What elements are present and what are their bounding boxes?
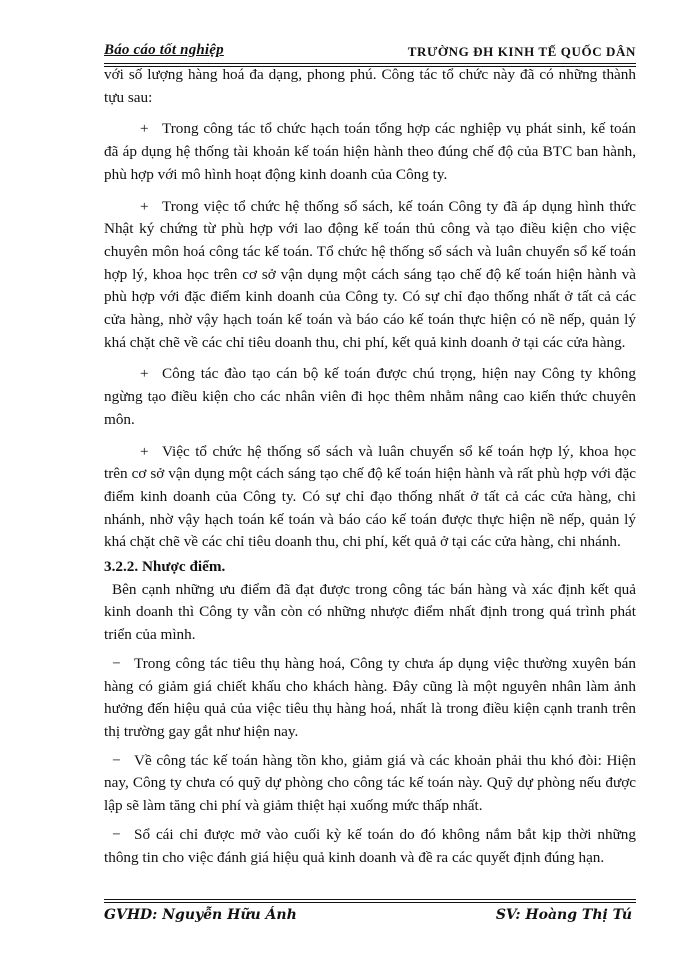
paragraph-text: Trong công tác tiêu thụ hàng hoá, Công ty chưa áp dụng việc thường xuyên bán hàng có giảm giá chiết khấu cho khách hàng. Đây cũng là một nguyên nhân làm ảnh hưởng đến hiệu quả của việc tiêu thụ hàng hoá, nhất là trong điều kiện cạnh tranh trên thị trường gay gắt như hiện nay. xyxy=(104,654,636,740)
paragraph: Bên cạnh những ưu điểm đã đạt được trong công tác bán hàng và xác định kết quả kinh doanh thì Công ty vẫn còn có những nhược điểm nhất định trong quá trình phát triển của mình. xyxy=(104,580,636,644)
dash-bullet: − xyxy=(112,825,121,843)
document-body xyxy=(104,64,636,869)
paragraph-text: Trong công tác tổ chức hạch toán tổng hợp các nghiệp vụ phát sinh, kế toán đã áp dụng hệ thống tài khoản kế toán hiện hành theo đúng chế độ của BTC ban hành, phù hợp với mô hình hoạt động kinh doanh của Công ty. xyxy=(104,120,636,183)
paragraph: với số lượng hàng hoá đa dạng, phong phú. Công tác tổ chức này đã có những thành tựu sau: xyxy=(104,66,636,106)
bullet-paragraph xyxy=(104,118,636,186)
student-name: SV: Hoàng Thị Tú xyxy=(495,907,632,923)
report-title: Báo cáo tốt nghiệp xyxy=(104,42,224,58)
page-footer xyxy=(104,907,636,931)
dash-paragraph xyxy=(104,824,636,869)
plus-bullet: + xyxy=(140,197,149,215)
bullet-paragraph xyxy=(104,363,636,431)
paragraph-text: Công tác đào tạo cán bộ kế toán được chú trọng, hiện nay Công ty không ngừng tạo điều kiện cho các nhân viên đi học thêm nhằm nâng cao kiến thức chuyên môn. xyxy=(104,365,636,428)
page-header xyxy=(104,42,636,64)
plus-bullet: + xyxy=(140,365,149,383)
bullet-paragraph xyxy=(104,196,636,355)
paragraph-text: Sổ cái chỉ được mở vào cuối kỳ kế toán do đó không nắm bắt kịp thời những thông tin cho việc đánh giá hiệu quả kinh doanh và đề ra các quyết định đúng hạn. xyxy=(104,825,636,866)
section-heading: 3.2.2. Nhược điểm. xyxy=(104,558,226,576)
university-name: TRƯỜNG ĐH KINH TẾ QUỐC DÂN xyxy=(407,44,636,59)
dash-paragraph xyxy=(104,750,636,818)
dash-bullet: − xyxy=(112,654,121,672)
paragraph-text: Trong việc tổ chức hệ thống sổ sách, kế toán Công ty đã áp dụng hình thức Nhật ký chứng từ phù hợp với lao động kế toán thủ công và tạo điều kiện cho việc chuyên môn hoá công tác kế toán. Tổ chức hệ thống sổ sách và luân chuyển sổ kế toán hợp lý, khoa học trên cơ sở vận dụng một cách sáng tạo chế độ kế toán hiện hành và phù hợp với đặc điểm kinh doanh của Công ty. Có sự chỉ đạo thống nhất ở tất cả các cửa hàng, nhờ vậy hạch toán kế toán và báo cáo kế toán thực hiện có nề nếp, quản lý khá chặt chẽ về các chỉ tiêu doanh thu, chi phí, kết quả kinh doanh ở tại các cửa hàng. xyxy=(104,197,636,351)
bullet-paragraph xyxy=(104,441,636,555)
supervisor-name: GVHD: Nguyễn Hữu Ánh xyxy=(104,907,297,923)
paragraph-text: Về công tác kế toán hàng tồn kho, giảm giá và các khoản phải thu khó đòi: Hiện nay, Công ty chưa có quỹ dự phòng cho công tác kế toán này. Quỹ dự phòng nếu được lập sẽ làm tăng chi phí và giảm thiệt hại xuống mức thấp nhất. xyxy=(104,751,636,815)
plus-bullet: + xyxy=(140,442,149,460)
dash-bullet: − xyxy=(112,751,121,769)
footer-divider-thin xyxy=(104,899,636,900)
footer-divider xyxy=(104,902,636,903)
plus-bullet: + xyxy=(140,120,149,138)
paragraph-text: Việc tổ chức hệ thống sổ sách và luân chuyển sổ kế toán hợp lý, khoa học trên cơ sở vận dụng một cách sáng tạo chế độ kế toán hiện hành và rất phù hợp với đặc điểm kinh doanh của Công ty. Có sự chỉ đạo thống nhất ở tất cả các cửa hàng, chi nhánh, nhờ vậy hạch toán kế toán và báo cáo kế toán được thực hiện nề nếp, quản lý khá chặt chẽ về các chỉ tiêu doanh thu, chi phí, kết quả ở tại các cửa hàng, chi nhánh. xyxy=(104,442,636,551)
dash-paragraph xyxy=(104,653,636,744)
